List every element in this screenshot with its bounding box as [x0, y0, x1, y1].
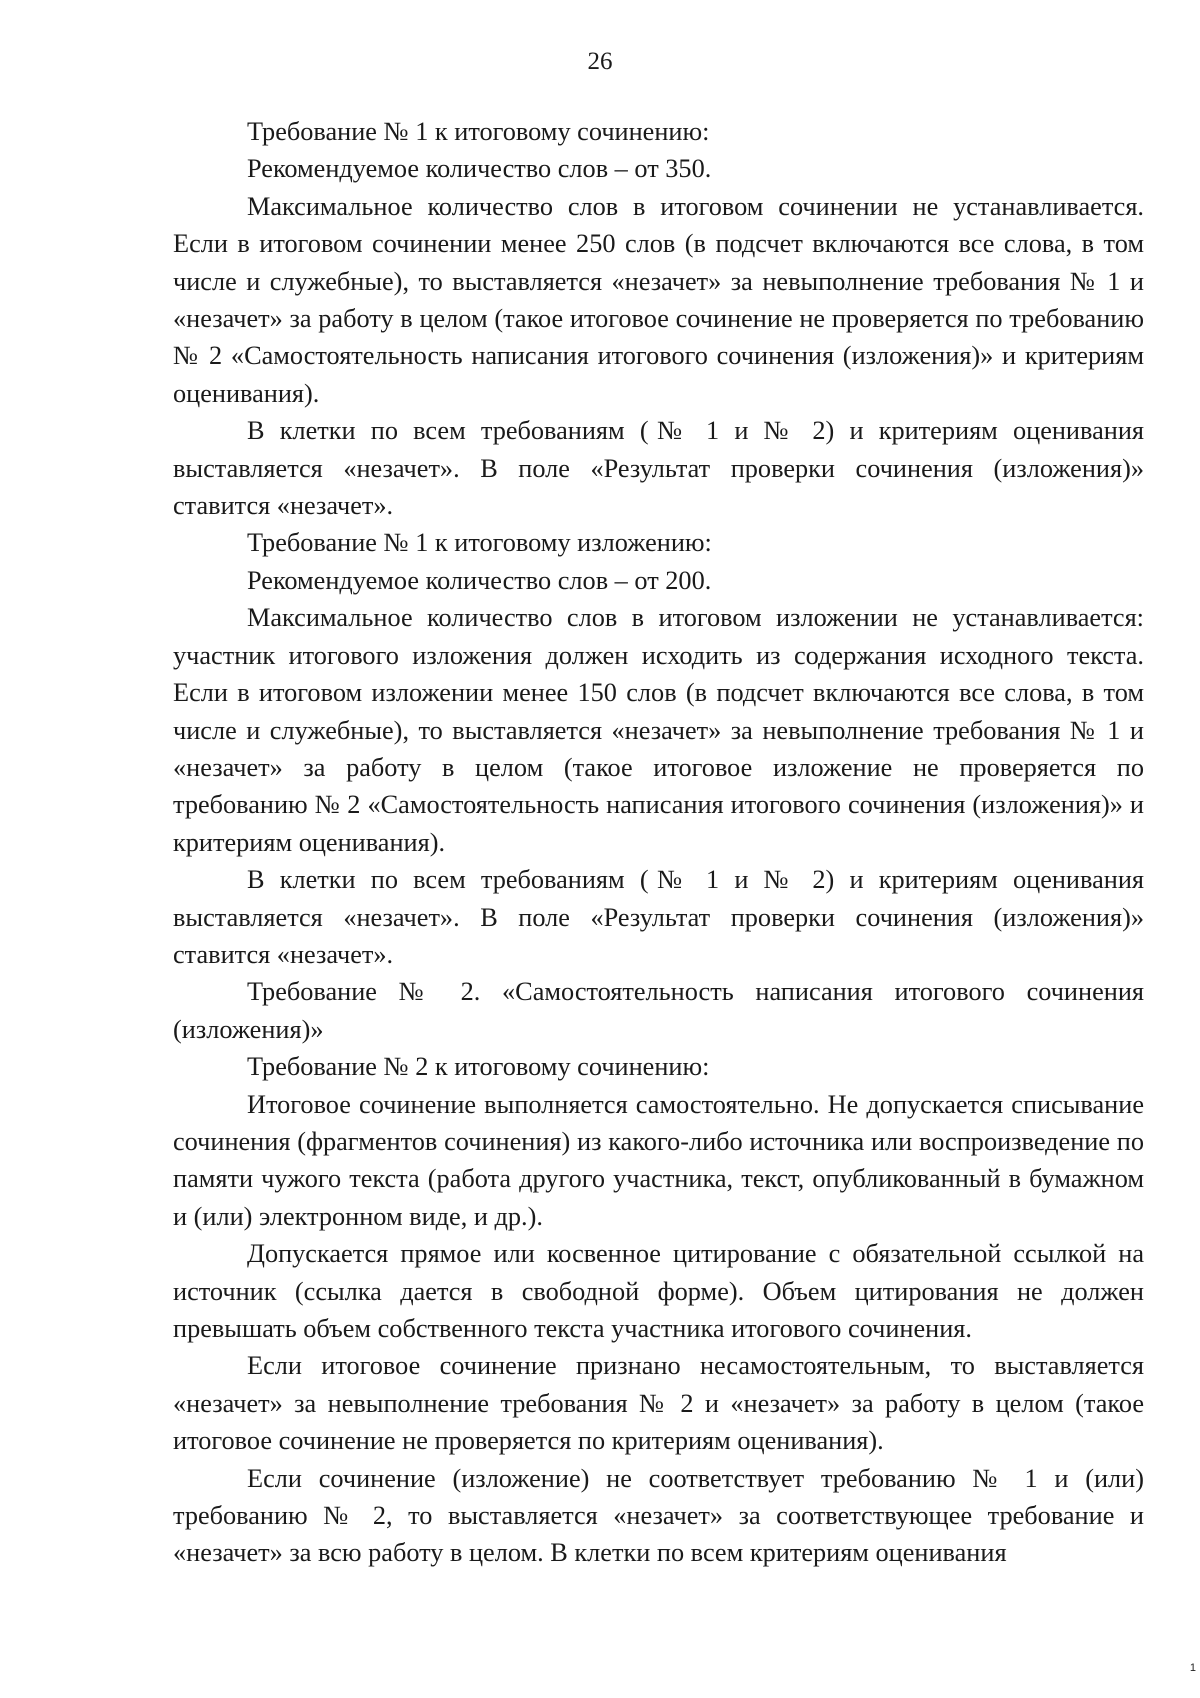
paragraph-fail-cells-essay: В клетки по всем требованиям (№ 1 и № 2) и критериям оценивания выставляется «незачет». В поле «Результат проверки сочинения (изложения)» ставится «незачет».	[173, 416, 1144, 521]
paragraph-recommended-word-count-essay: Рекомендуемое количество слов – от 350.	[247, 154, 712, 184]
paragraph-fail-cells-presentation: В клетки по всем требованиям (№ 1 и № 2) и критериям оценивания выставляется «незачет». В поле «Результат проверки сочинения (изложения)» ставится «незачет».	[173, 865, 1144, 969]
corner-mark: 1	[1189, 1662, 1196, 1674]
paragraph-requirement-2-heading: Требование № 2. «Самостоятельность написания итогового сочинения (изложения)»	[173, 977, 1144, 1044]
page-number: 26	[587, 48, 613, 75]
paragraph-max-word-count-presentation: Максимальное количество слов в итоговом изложении не устанавливается: участник итогового изложения должен исходить из содержания исходного текста. Если в итоговом изложении менее 150 слов (в подсчет включаются все слова, в том числе и служебные), то выставляется «незачет» за невыполнение требования № 1 и «незачет» за работу в целом (такое итоговое изложение не проверяется по требованию № 2 «Самостоятельность написания итогового сочинения (изложения)» и критериям оценивания).	[173, 603, 1144, 857]
paragraph-citation-allowed: Допускается прямое или косвенное цитирование с обязательной ссылкой на источник (ссылка дается в свободной форме). Объем цитирования не должен превышать объем собственного текста участника итогового сочинения.	[173, 1239, 1144, 1343]
document-body	[173, 113, 1144, 1572]
paragraph-max-word-count-essay: Максимальное количество слов в итоговом сочинении не устанавливается. Если в итоговом сочинении менее 250 слов (в подсчет включаются все слова, в том числе и служебные), то выставляется «незачет» за невыполнение требования № 1 и «незачет» за работу в целом (такое итоговое сочинение не проверяется по требованию № 2 «Самостоятельность написания итогового сочинения (изложения)» и критериям оценивания).	[173, 191, 1144, 408]
paragraph-requirement-2-essay-heading: Требование № 2 к итоговому сочинению:	[247, 1052, 710, 1082]
paragraph-requirement-1-essay-heading: Требование № 1 к итоговому сочинению:	[247, 117, 710, 146]
paragraph-non-independent-fail: Если итоговое сочинение признано несамостоятельным, то выставляется «незачет» за невыполнение требования № 2 и «незачет» за работу в целом (такое итоговое сочинение не проверяется по критериям оценивания).	[173, 1351, 1144, 1456]
paragraph-requirement-1-presentation-heading: Требование № 1 к итоговому изложению:	[247, 528, 712, 558]
paragraph-recommended-word-count-presentation: Рекомендуемое количество слов – от 200.	[247, 565, 712, 595]
paragraph-requirements-not-met: Если сочинение (изложение) не соответствует требованию № 1 и (или) требованию № 2, то выставляется «незачет» за соответствующее требование и «незачет» за всю работу в целом. В клетки по всем критериям оценивания	[173, 1463, 1144, 1568]
paragraph-independent-writing: Итоговое сочинение выполняется самостоятельно. Не допускается списывание сочинения (фрагментов сочинения) из какого-либо источника или воспроизведение по памяти чужого текста (работа другого участника, текст, опубликованный в бумажном и (или) электронном виде, и др.).	[173, 1089, 1144, 1231]
